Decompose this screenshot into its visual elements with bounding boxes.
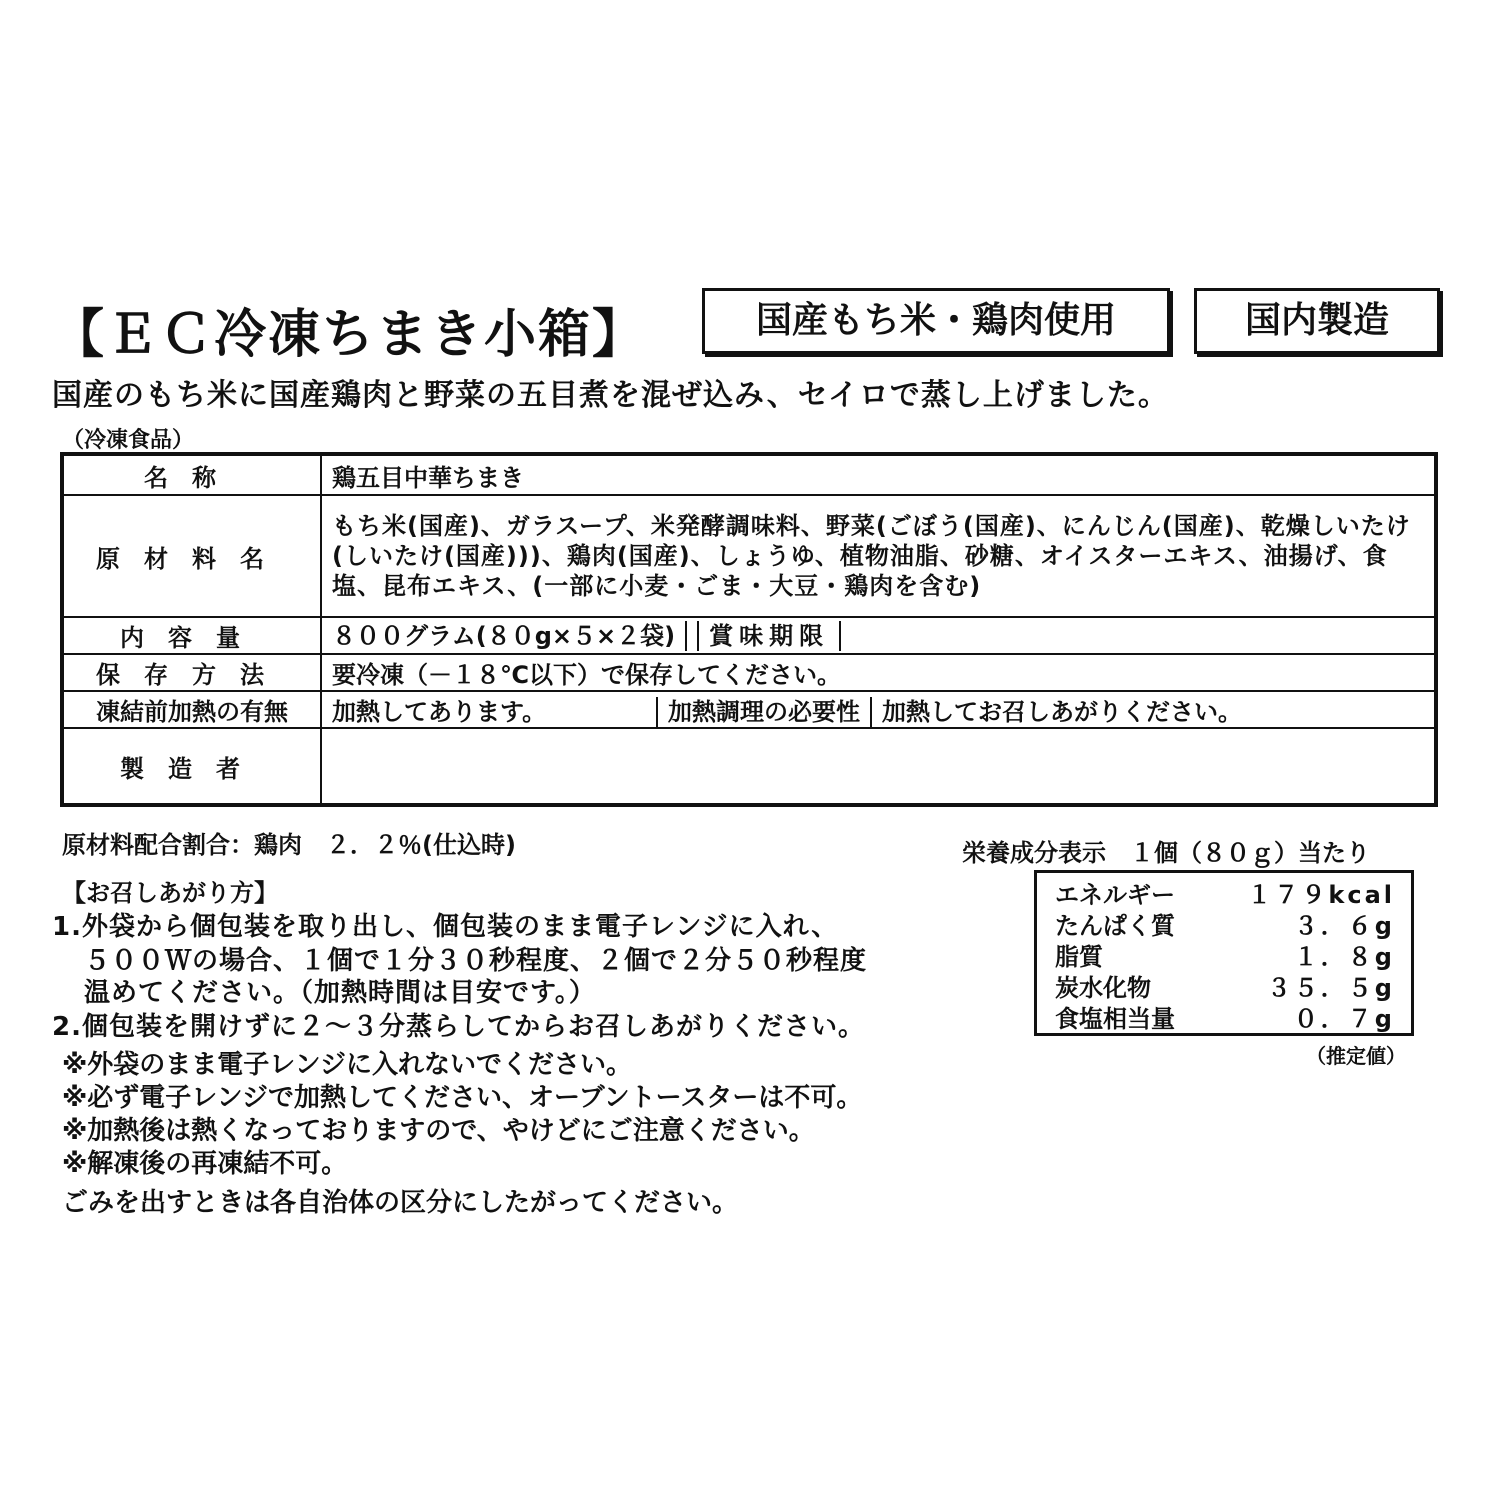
cooking-key: 加熱調理の必要性	[668, 697, 872, 727]
table-row	[62, 454, 1436, 495]
warning-line: ※必ず電子レンジで加熱してください、オーブントースターは不可。	[62, 1083, 863, 1113]
nutrition-value: ３５．５g	[1266, 974, 1395, 1002]
howto-step-2: 2.個包装を開けずに２～３分蒸らしてからお召しあがりください。	[52, 1012, 865, 1042]
name-value: 鶏五目中華ちまき	[321, 454, 1436, 495]
cooking-value: 加熱してお召しあがりください。	[882, 698, 1242, 726]
ingredients-value: もち米(国産)、ガラスープ、米発酵調味料、野菜(ごぼう(国産)、にんじん(国産)、乾燥しいたけ(しいたけ(国産)))、鶏肉(国産)、しょうゆ、植物油脂、砂糖、オイスターエキス、油揚げ、食塩、昆布エキス、(一部に小麦・ごま・大豆・鶏肉を含む)	[321, 495, 1436, 617]
nutrition-value: ０．７g	[1293, 1005, 1395, 1033]
table-row	[62, 495, 1436, 617]
nutrition-value: ３．６g	[1293, 912, 1395, 940]
product-title: 【ＥＣ冷凍ちまき小箱】	[52, 304, 647, 365]
food-label-table	[60, 452, 1438, 807]
nutrition-value: １７９kcal	[1247, 881, 1395, 909]
nutrition-label: 脂質	[1055, 943, 1103, 971]
warning-line: ※外袋のまま電子レンジに入れないでください。	[62, 1050, 632, 1080]
table-row	[62, 654, 1436, 691]
preheat-key: 凍結前加熱の有無	[62, 691, 321, 728]
nutrition-value: １．８g	[1293, 943, 1395, 971]
nutrition-heading: 栄養成分表示 １個（８０ｇ）当たり	[962, 839, 1370, 867]
howto-step-1-cont: ５００Ｗの場合、１個で１分３０秒程度、２個で２分５０秒程度	[84, 946, 868, 976]
origin-badge: 国産もち米・鶏肉使用	[702, 288, 1170, 354]
nutrition-label: 食塩相当量	[1055, 1005, 1175, 1033]
ingredient-ratio: 原材料配合割合：鶏肉 ２．２％(仕込時)	[62, 831, 516, 859]
nutrition-label: エネルギー	[1055, 881, 1175, 909]
nutrition-label: たんぱく質	[1055, 912, 1175, 940]
contents-cell	[321, 617, 1436, 654]
nutrition-row	[1055, 999, 1395, 1033]
howto-step-1-cont: 温めてください。（加熱時間は目安です。）	[84, 978, 596, 1008]
maker-value	[321, 728, 1436, 805]
nutrition-note: （推定値）	[1306, 1044, 1406, 1068]
storage-value: 要冷凍（－１８℃以下）で保存してください。	[321, 654, 1436, 691]
warning-line: ※解凍後の再凍結不可。	[62, 1149, 348, 1179]
howto-step-1: 1.外袋から個包装を取り出し、個包装のまま電子レンジに入れ、	[52, 912, 839, 942]
nutrition-label: 炭水化物	[1055, 974, 1151, 1002]
made-in-japan-badge: 国内製造	[1194, 288, 1440, 354]
table-row	[62, 617, 1436, 654]
preheat-value: 加熱してあります。	[332, 697, 658, 727]
best-before-key: 賞味期限	[697, 621, 841, 651]
contents-key: 内容量	[62, 617, 321, 654]
nutrition-row	[1055, 968, 1395, 1002]
food-category: （冷凍食品）	[62, 428, 195, 453]
table-row	[62, 691, 1436, 728]
table-row	[62, 728, 1436, 805]
nutrition-row	[1055, 906, 1395, 940]
name-key: 名称	[62, 454, 321, 495]
disposal-note: ごみを出すときは各自治体の区分にしたがってください。	[62, 1188, 739, 1218]
contents-value: ８００グラム(８０g×５×２袋)	[332, 621, 687, 651]
nutrition-row	[1055, 875, 1395, 909]
heating-cell	[321, 691, 1436, 728]
warning-line: ※加熱後は熱くなっておりますので、やけどにご注意ください。	[62, 1116, 815, 1146]
nutrition-row	[1055, 937, 1395, 971]
ingredients-key: 原材料名	[62, 495, 321, 617]
nutrition-table	[1034, 870, 1414, 1036]
maker-key: 製造者	[62, 728, 321, 805]
howto-title: 【お召しあがり方】	[62, 879, 278, 907]
storage-key: 保存方法	[62, 654, 321, 691]
product-description: 国産のもち米に国産鶏肉と野菜の五目煮を混ぜ込み、セイロで蒸し上げました。	[52, 378, 1169, 413]
